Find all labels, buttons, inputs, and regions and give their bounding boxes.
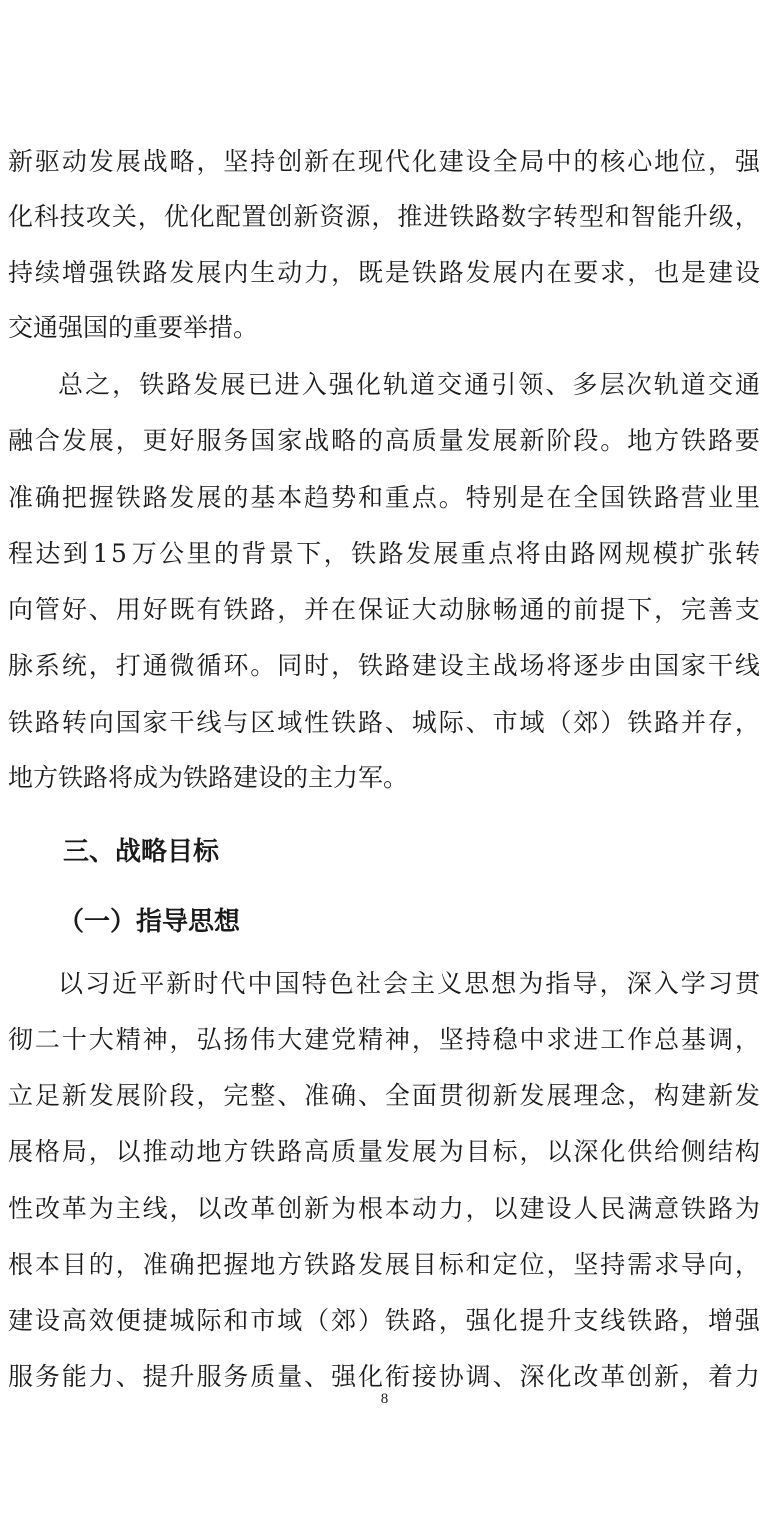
text-line: 化 科 技 攻 关 ， 优 化 配 置 创 新 资 源 ， 推 进 铁 路 数 字 转 型 和 智 能 升 级 ， bbox=[8, 202, 760, 231]
text-line: 交通强国的重要举措。 bbox=[8, 313, 259, 342]
text-line: 总 之 ， 铁 路 发 展 已 进 入 强 化 轨 道 交 通 引 领 、 多 层 次 轨 道 交 通 bbox=[58, 370, 760, 399]
section-heading: 三、战略目标 bbox=[63, 837, 220, 867]
text-line: 新 驱 动 发 展 战 略 ， 坚 持 创 新 在 现 代 化 建 设 全 局 中 的 核 心 地 位 ， 强 bbox=[8, 147, 760, 176]
text-line: 准 确 把 握 铁 路 发 展 的 基 本 趋 势 和 重 点 。 特 别 是 在 全 国 铁 路 营 业 里 bbox=[8, 483, 760, 512]
text-line: 融 合 发 展 ， 更 好 服 务 国 家 战 略 的 高 质 量 发 展 新 阶 段 。 地 方 铁 路 要 bbox=[8, 426, 760, 455]
text-line: 性 改 革 为 主 线 ， 以 改 革 创 新 为 根 本 动 力 ， 以 建 设 人 民 满 意 铁 路 为 bbox=[8, 1194, 760, 1223]
text-line: 向 管 好 、 用 好 既 有 铁 路 ， 并 在 保 证 大 动 脉 畅 通 的 前 提 下 ， 完 善 支 bbox=[8, 595, 760, 624]
text-line: 铁 路 转 向 国 家 干 线 与 区 域 性 铁 路 、 城 际 、 市 域 （ 郊 ） 铁 路 并 存 ， bbox=[8, 708, 760, 737]
text-line: 程 达 到 1 5 万 公 里 的 背 景 下 ， 铁 路 发 展 重 点 将 由 路 网 规 模 扩 张 转 bbox=[8, 539, 760, 568]
text-line: 彻 二 十 大 精 神 ， 弘 扬 伟 大 建 党 精 神 ， 坚 持 稳 中 求 进 工 作 总 基 调 ， bbox=[8, 1025, 760, 1054]
text-line: 地方铁路将成为铁路建设的主力军。 bbox=[8, 763, 409, 792]
text-line: 立 足 新 发 展 阶 段 ， 完 整 、 准 确 、 全 面 贯 彻 新 发 展 理 念 ， 构 建 新 发 bbox=[8, 1081, 760, 1110]
text-line: 根 本 目 的 ， 准 确 把 握 地 方 铁 路 发 展 目 标 和 定 位 ， 坚 持 需 求 导 向 ， bbox=[8, 1250, 760, 1279]
subsection-heading: （一）指导思想 bbox=[58, 907, 241, 937]
text-line: 展 格 局 ， 以 推 动 地 方 铁 路 高 质 量 发 展 为 目 标 ， 以 深 化 供 给 侧 结 构 bbox=[8, 1137, 760, 1166]
text-line: 以 习 近 平 新 时 代 中 国 特 色 社 会 主 义 思 想 为 指 导 ， 深 入 学 习 贯 bbox=[58, 969, 760, 998]
text-line: 脉 系 统 ， 打 通 微 循 环 。 同 时 ， 铁 路 建 设 主 战 场 将 逐 步 由 国 家 干 线 bbox=[8, 651, 760, 680]
text-line: 建 设 高 效 便 捷 城 际 和 市 域 （ 郊 ） 铁 路 ， 强 化 提 升 支 线 铁 路 ， 增 强 bbox=[8, 1306, 760, 1335]
page-number: 8 bbox=[380, 1391, 389, 1407]
text-line: 服 务 能 力 、 提 升 服 务 质 量 、 强 化 衔 接 协 调 、 深 化 改 革 创 新 ， 着 力 bbox=[8, 1362, 760, 1391]
text-line: 持 续 增 强 铁 路 发 展 内 生 动 力 ， 既 是 铁 路 发 展 内 在 要 求 ， 也 是 建 设 bbox=[8, 258, 760, 287]
